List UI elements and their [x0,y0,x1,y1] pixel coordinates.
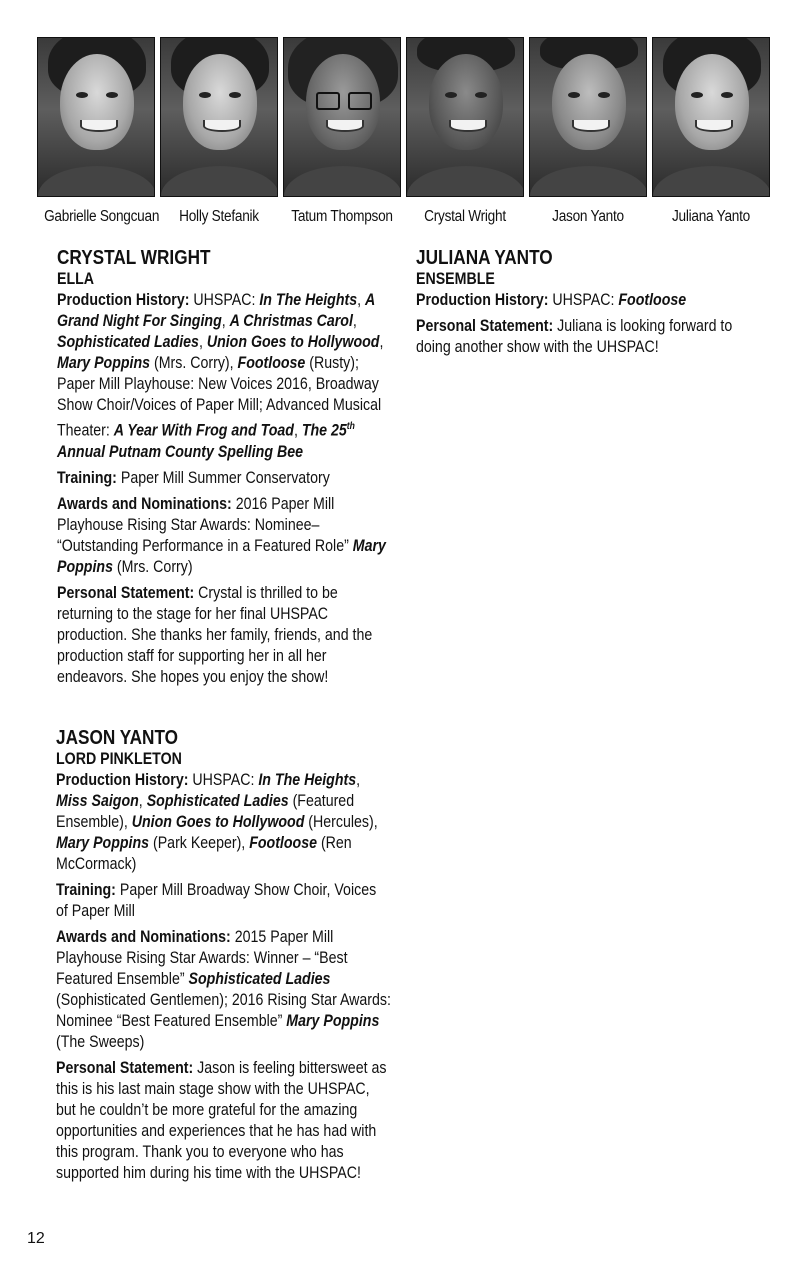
production-history-label: Production History: [57,291,190,309]
bio-name: JULIANA YANTO [416,247,553,269]
headshot-photo [37,37,155,197]
headshot-card [406,37,524,226]
production-history: Production History: UHSPAC: Footloose [416,291,687,309]
headshot-card [160,37,278,226]
production-history: Production History: UHSPAC: In The Heights, A Grand Night For Singing, A Christmas Carol, Sophisticated Ladies, Union Goes to Hollywood, Mary Poppins (Mrs. Corry), Footloose (Rusty); Paper Mill Playhouse: New Voices 2016, Broadway Show Choir/Voices of Paper Mill; Advanced Musical Theater: A Year With Frog and Toad, The 25th Annual Putnam County Spelling Bee [57,291,384,461]
bio-role: ELLA [57,270,95,288]
headshot-photo [283,37,401,197]
bio-name: JASON YANTO [56,727,179,749]
headshot-caption: Holly Stefanik [179,208,259,225]
headshot-card [37,37,160,226]
page-number: 12 [27,1230,45,1247]
personal-statement: Personal Statement: Crystal is thrilled to be returning to the stage for her final UHSPAC production. She thanks her family, friends, and the production staff for supporting her in all her endeavors. She hopes you enjoy the show! [57,583,373,686]
bio-role: LORD PINKLETON [56,750,182,768]
headshot-caption: Jason Yanto [552,208,624,225]
headshot-card [529,37,647,226]
headshot-card [652,37,770,226]
bio-role: ENSEMBLE [416,270,495,288]
personal-statement: Personal Statement: Juliana is looking forward to doing another show with the UHSPAC! [416,317,733,356]
bio-name: CRYSTAL WRIGHT [57,247,211,269]
headshot-caption: Crystal Wright [424,208,506,225]
production-history: Production History: UHSPAC: In The Heights, Miss Saigon, Sophisticated Ladies (Featured Ensemble), Union Goes to Hollywood (Hercules), Mary Poppins (Park Keeper), Footloose (Ren McCormack) [56,771,378,873]
bio-crystal-wright [57,247,442,693]
headshot-photo [160,37,278,197]
headshot-photo [406,37,524,197]
headshot-caption: Juliana Yanto [672,208,750,225]
personal-statement: Personal Statement: Jason is feeling bittersweet as this is his last main stage show with the UHSPAC, but he couldn’t be more grateful for the amazing opportunities and experiences that he has had with this program. Thank you to everyone who has supported him during his time with the UHSPAC! [56,1059,387,1182]
bio-juliana-yanto [416,247,796,363]
headshot-caption: Gabrielle Songcuan [44,208,160,225]
awards: Awards and Nominations: 2015 Paper Mill Playhouse Rising Star Awards: Winner – “Best Featured Ensemble” Sophisticated Ladies (Sophisticated Gentlemen); 2016 Rising Star Awards: Nominee “Best Featured Ensemble” Mary Poppins (The Sweeps) [56,928,391,1051]
headshot-card [283,37,401,226]
training: Training: Paper Mill Summer Conservatory [57,468,330,487]
training: Training: Paper Mill Broadway Show Choir, Voices of Paper Mill [56,881,377,920]
headshot-strip [37,37,770,227]
headshot-photo [529,37,647,197]
headshot-caption: Tatum Thompson [291,208,393,225]
awards: Awards and Nominations: 2016 Paper Mill Playhouse Rising Star Awards: Nominee– “Outstanding Performance in a Featured Role” Mary Poppins (Mrs. Corry) [57,494,386,576]
headshot-photo [652,37,770,197]
bio-jason-yanto [56,727,446,1189]
